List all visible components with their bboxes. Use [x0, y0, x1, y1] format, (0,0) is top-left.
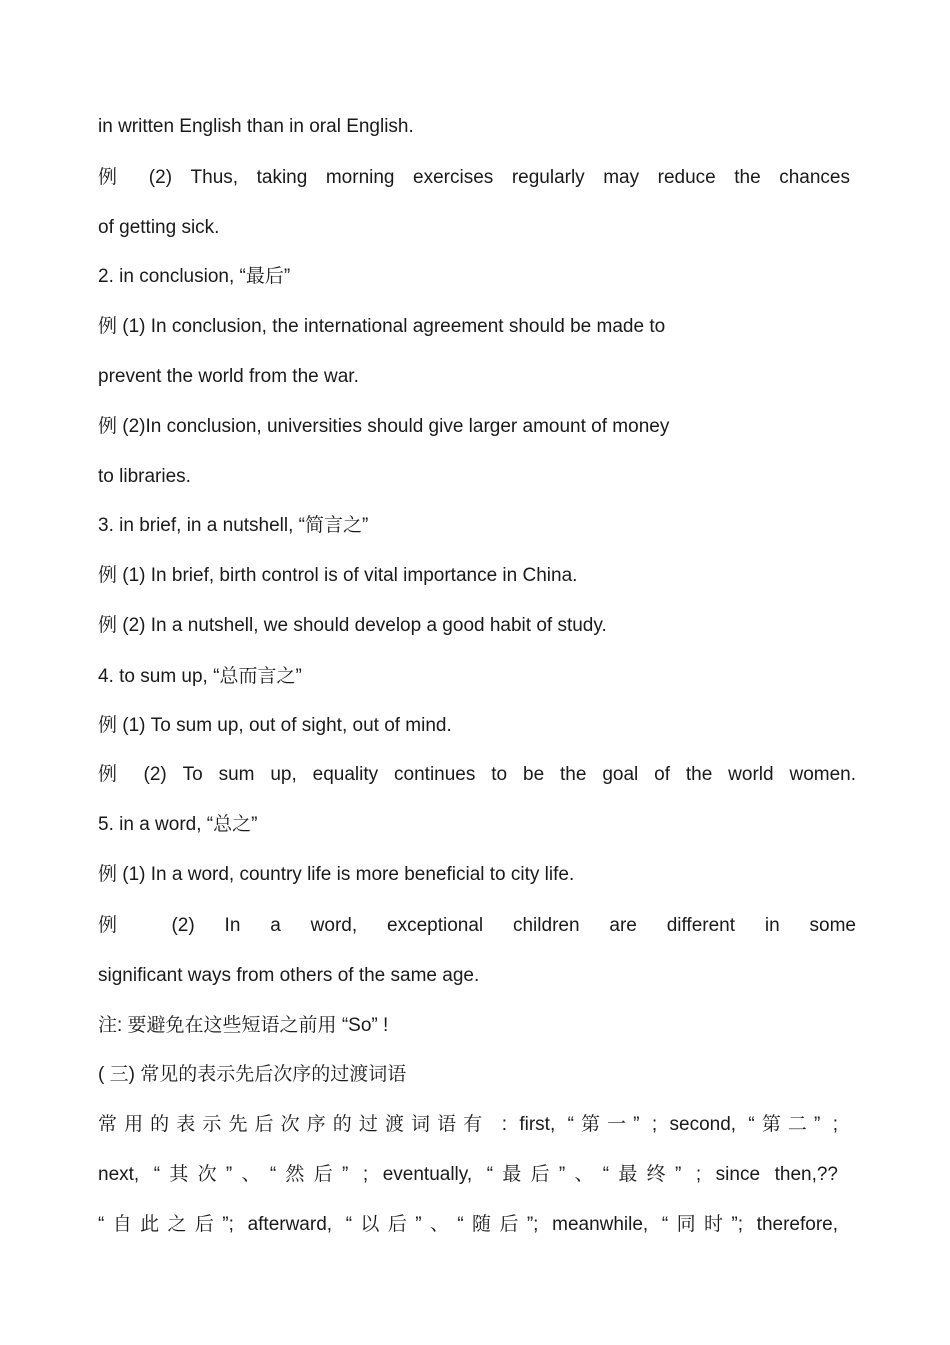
text-line-10: 例 (1) In brief, birth control is of vital importance in China. — [98, 565, 578, 586]
text-line-14: 例 (2) To sum up, equality continues to be the goal of the world women. — [98, 764, 856, 785]
text-line-23: “自此之后”; afterward, “以后”、“随后”; meanwhile, “同时”; therefore, — [98, 1214, 838, 1235]
text-line-11: 例 (2) In a nutshell, we should develop a good habit of study. — [98, 615, 607, 636]
text-line-1: in written English than in oral English. — [98, 116, 414, 137]
text-line-8: to libraries. — [98, 466, 191, 487]
text-line-3: of getting sick. — [98, 217, 220, 238]
heading-to-sum-up: 4. to sum up, “总而言之” — [98, 666, 302, 687]
note-line: 注: 要避免在这些短语之前用 “So” ! — [98, 1015, 389, 1036]
text-line-17: 例 (2) In a word, exceptional children are different in some — [98, 915, 856, 936]
text-line-22: next, “其次”、“然后” ; eventually, “最后”、“最终” ; since then,?? — [98, 1164, 838, 1185]
text-line-2: 例 (2) Thus, taking morning exercises regularly may reduce the chances — [98, 167, 850, 188]
heading-in-brief: 3. in brief, in a nutshell, “简言之” — [98, 515, 369, 536]
text-line-21: 常用的表示先后次序的过渡词语有 : first, “第一” ; second, “第二” ; — [98, 1114, 838, 1135]
text-line-6: prevent the world from the war. — [98, 366, 359, 387]
section-heading-3: ( 三) 常见的表示先后次序的过渡词语 — [98, 1064, 407, 1085]
heading-in-a-word: 5. in a word, “总之” — [98, 814, 258, 835]
text-line-7: 例 (2)In conclusion, universities should give larger amount of money — [98, 416, 670, 437]
text-line-5: 例 (1) In conclusion, the international agreement should be made to — [98, 316, 666, 337]
heading-in-conclusion: 2. in conclusion, “最后” — [98, 266, 291, 287]
text-line-16: 例 (1) In a word, country life is more beneficial to city life. — [98, 864, 575, 885]
text-line-18: significant ways from others of the same age. — [98, 965, 480, 986]
text-line-13: 例 (1) To sum up, out of sight, out of mind. — [98, 715, 452, 736]
